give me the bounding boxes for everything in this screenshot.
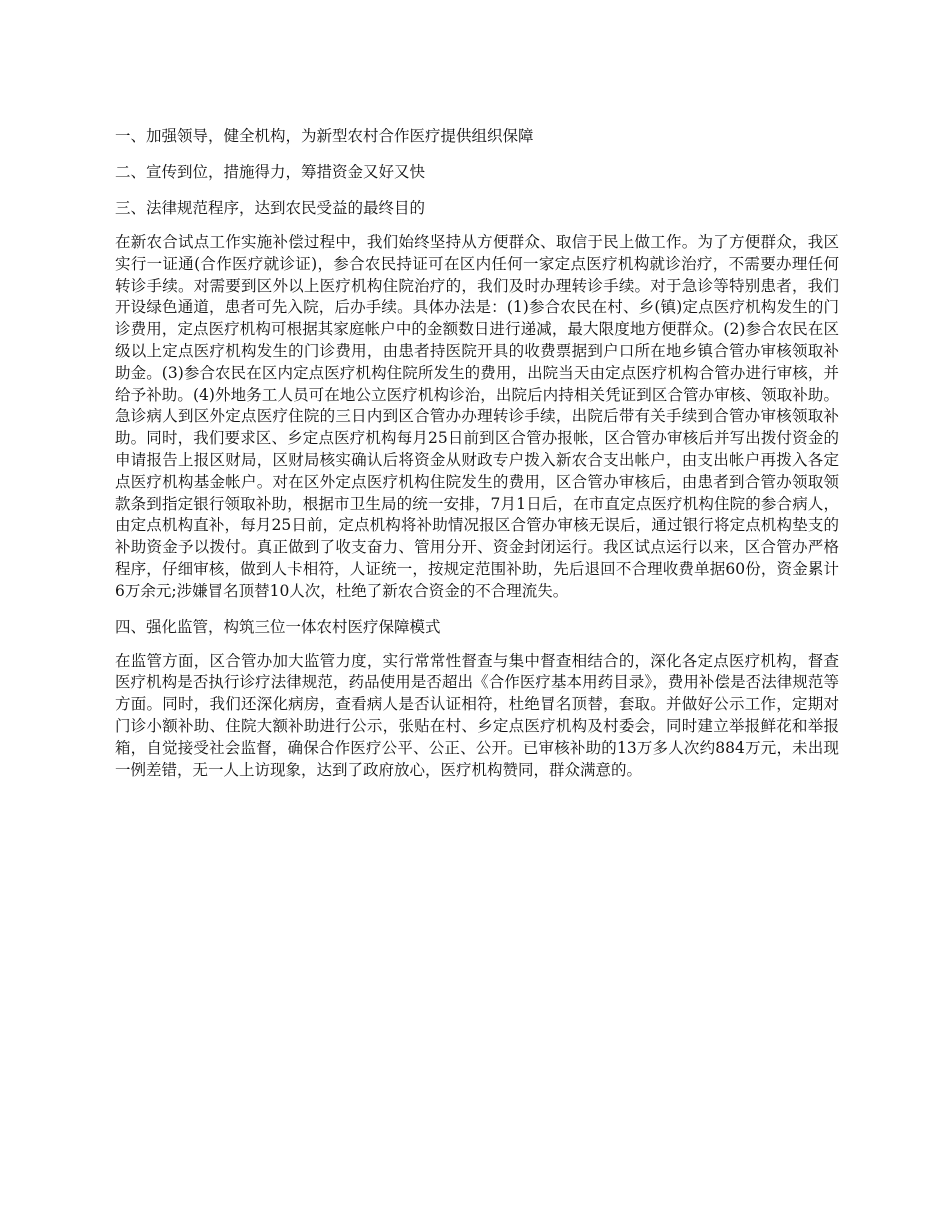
section-3-paragraph: 在新农合试点工作实施补偿过程中，我们始终坚持从方便群众、取信于民上做工作。为了方便群众，我区实行一证通(合作医疗就诊证)，参合农民持证可在区内任何一家定点医疗机构就诊治疗，不需要办理任何转诊手续。对需要到区外以上医疗机构住院治疗的，我们及时办理转诊手续。对于急诊等特别患者，我们开设绿色通道，患者可先入院，后办手续。具体办法是：(1)参合农民在村、乡(镇)定点医疗机构发生的门诊费用，定点医疗机构可根据其家庭帐户中的金额数日进行递减，最大限度地方便群众。(2)参合农民在区级以上定点医疗机构发生的门诊费用，由患者持医院开具的收费票据到户口所在地乡镇合管办审核领取补助金。(3)参合农民在区内定点医疗机构住院所发生的费用，出院当天由定点医疗机构合管办进行审核，并给予补助。(4)外地务工人员可在地公立医疗机构诊治，出院后内持相关凭证到区合管办审核、领取补助。急诊病人到区外定点医疗住院的三日内到区合管办办理转诊手续，出院后带有关手续到合管办审核领取补助。同时，我们要求区、乡定点医疗机构每月25日前到区合管办报帐，区合管办审核后并写出拨付资金的申请报告上报区财局，区财局核实确认后将资金从财政专户拨入新农合支出帐户，由支出帐户再拨入各定点医疗机构基金帐户。对在区外定点医疗机构住院发生的费用，区合管办审核后，由患者到合管办领取领款条到指定银行领取补助，根据市卫生局的统一安排，7月1日后，在市直定点医疗机构住院的参合病人，由定点机构直补，每月25日前，定点机构将补助情况报区合管办审核无误后，通过银行将定点机构垫支的补助资金予以拨付。真正做到了收支奋力、管用分开、资金封闭运行。我区试点运行以来，区合管办严格程序，仔细审核，做到人卡相符，人证统一，按规定范围补助，先后退回不合理收费单据60份，资金累计6万余元;涉嫌冒名顶替10人次，杜绝了新农合资金的不合理流失。 [115,233,839,600]
document-body [115,124,839,793]
section-4-paragraph: 在监管方面，区合管办加大监管力度，实行常常性督查与集中督查相结合的，深化各定点医疗机构，督查医疗机构是否执行诊疗法律规范，药品使用是否超出《合作医疗基本用药目录》，费用补偿是否法律规范等方面。同时，我们还深化病房，查看病人是否认证相符，杜绝冒名顶替，套取。并做好公示工作，定期对门诊小额补助、住院大额补助进行公示，张贴在村、乡定点医疗机构及村委会，同时建立举报鲜花和举报箱，自觉接受社会监督，确保合作医疗公平、公正、公开。已审核补助的13万多人次约884万元，未出现一例差错，无一人上访现象，达到了政府放心，医疗机构赞同，群众满意的。 [115,651,839,779]
section-heading-4: 四、强化监管，构筑三位一体农村医疗保障模式 [115,617,441,636]
section-heading-3: 三、法律规范程序，达到农民受益的最终目的 [115,199,426,217]
section-heading-1: 一、加强领导，健全机构，为新型农村合作医疗提供组织保障 [115,127,534,145]
section-heading-2: 二、宣传到位，措施得力，筹措资金又好又快 [115,163,426,181]
